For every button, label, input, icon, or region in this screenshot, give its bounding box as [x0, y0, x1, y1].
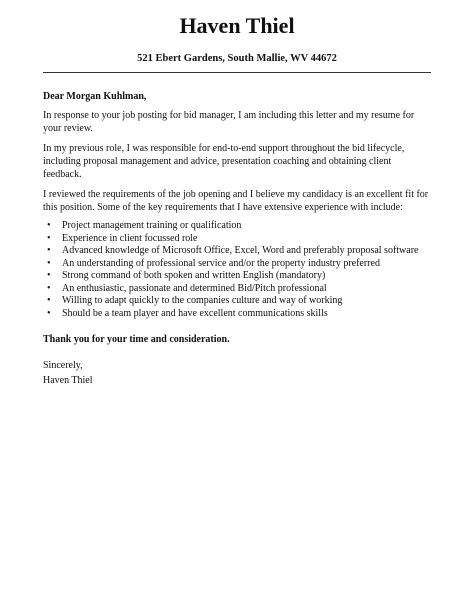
list-item-text: Should be a team player and have excellent communications skills [62, 307, 328, 319]
body-paragraph-3: I reviewed the requirements of the job opening and I believe my candidacy is an excellent fit for this position. Some of the key requirements that I have extensive experience with include: [43, 189, 429, 213]
requirements-list [43, 220, 431, 320]
list-item [43, 220, 431, 233]
list-item-text: Strong command of both spoken and written English (mandatory) [62, 270, 326, 281]
signature-name: Haven Thiel [43, 375, 93, 386]
list-item [43, 270, 431, 283]
bullet-icon: • [47, 232, 51, 244]
list-item-text: Project management training or qualification [62, 220, 242, 231]
body-paragraph-2: In my previous role, I was responsible for end-to-end support throughout the bid lifecycle, including proposal management and advice, presentation coaching and obtaining client feedback. [43, 143, 405, 180]
sender-name: Haven Thiel [179, 13, 295, 38]
sender-address: 521 Ebert Gardens, South Mallie, WV 44672 [137, 53, 337, 64]
salutation: Dear Morgan Kuhlman, [43, 91, 147, 102]
list-item-text: Experience in client focussed role [62, 232, 198, 244]
list-item-text: Advanced knowledge of Microsoft Office, Excel, Word and preferably proposal software [62, 245, 419, 256]
bullet-icon: • [47, 257, 51, 269]
list-item [43, 258, 431, 271]
bullet-icon: • [47, 245, 51, 256]
list-item [43, 308, 431, 321]
closing-thanks: Thank you for your time and consideration. [43, 334, 230, 345]
bullet-icon: • [47, 295, 51, 306]
header-divider [43, 72, 431, 73]
bullet-icon: • [47, 307, 51, 319]
list-item-text: Willing to adapt quickly to the companies culture and way of working [62, 295, 343, 306]
list-item [43, 283, 431, 296]
list-item [43, 233, 431, 246]
list-item-text: An enthusiastic, passionate and determined Bid/Pitch professional [62, 282, 327, 294]
bullet-icon: • [47, 282, 51, 294]
signoff: Sincerely, [43, 360, 83, 371]
list-item [43, 245, 431, 258]
body-paragraph-1: In response to your job posting for bid manager, I am including this letter and my resume for your review. [43, 110, 415, 134]
list-item-text: An understanding of professional service and/or the property industry preferred [62, 257, 380, 269]
list-item [43, 295, 431, 308]
bullet-icon: • [47, 270, 51, 281]
bullet-icon: • [47, 220, 51, 231]
